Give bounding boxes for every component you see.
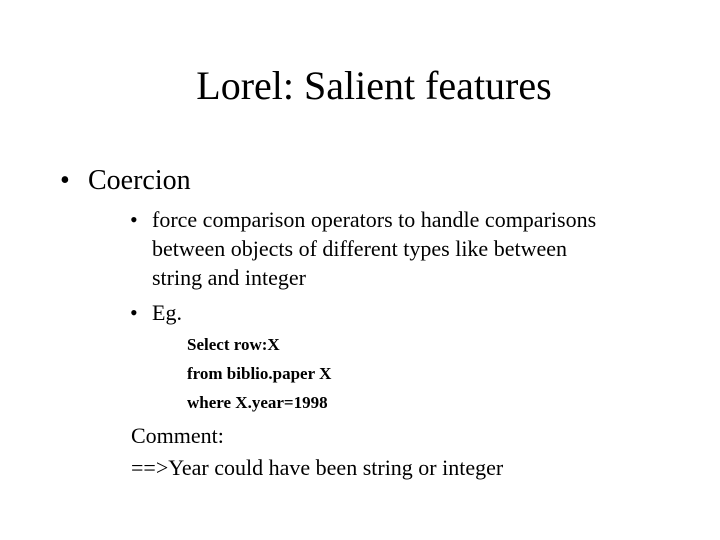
bullet-text: Coercion xyxy=(88,165,191,196)
code-example xyxy=(187,330,331,417)
bullet-dot-icon: • xyxy=(130,207,138,232)
sub-bullet-example xyxy=(130,298,182,327)
bullet-coercion xyxy=(60,163,191,199)
comment-block xyxy=(131,420,503,484)
sub-bullet-line: between objects of different types like between xyxy=(152,236,567,261)
comment-line: ==>Year could have been string or integer xyxy=(131,455,504,480)
bullet-dot-icon: • xyxy=(60,165,70,196)
sub-bullet-line: Eg. xyxy=(152,300,182,325)
sub-bullet-force-comparison xyxy=(130,205,596,292)
sub-bullet-line: force comparison operators to handle comparisons xyxy=(152,207,597,232)
sub-bullet-line: string and integer xyxy=(152,265,306,290)
code-line: Select row:X xyxy=(187,335,280,354)
bullet-dot-icon: • xyxy=(130,300,138,325)
code-line: where X.year=1998 xyxy=(187,393,328,412)
code-line: from biblio.paper X xyxy=(187,364,332,383)
comment-line: Comment: xyxy=(131,423,224,448)
slide-title: Lorel: Salient features xyxy=(196,63,552,108)
